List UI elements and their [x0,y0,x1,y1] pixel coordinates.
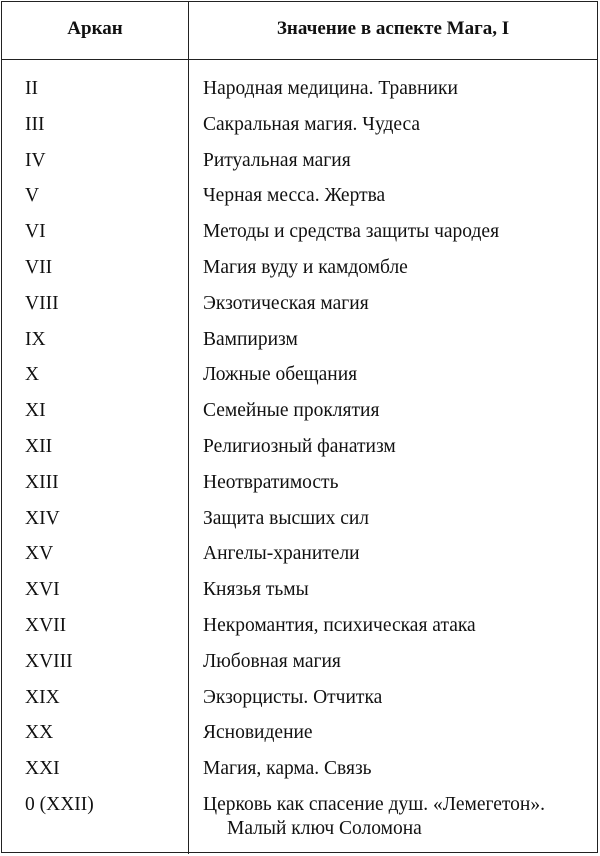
arcana-number: XIV [25,507,60,529]
table-row [2,435,597,471]
arcana-meaning: Ритуальная магия [203,149,351,171]
arcana-number: XIX [25,686,60,708]
arcana-meaning: Экзотическая магия [203,292,369,314]
table-header [2,2,597,60]
arcana-number: III [25,113,45,135]
arcana-number: V [25,185,40,207]
arcana-meaning: Народная медицина. Травники [203,78,458,99]
arcana-number: XIII [25,471,59,493]
arcana-meaning: Неотвратимость [203,471,339,493]
arcana-number: VIII [25,292,59,314]
arcana-meaning: Ясновидение [203,722,313,744]
table-body [2,77,597,839]
arcana-table [1,1,598,853]
arcana-number: VII [25,256,53,278]
table-row [2,542,597,578]
arcana-number: XVIII [25,650,73,672]
table-row [2,578,597,614]
table-row [2,184,597,220]
arcana-meaning: Ложные обещания [203,364,358,386]
arcana-number: XV [25,543,54,565]
table-row [2,328,597,364]
table-row [2,256,597,292]
arcana-number: XXI [25,758,60,780]
arcana-number: IX [25,328,46,350]
table-row [2,686,597,722]
arcana-meaning: Ангелы-хранители [203,543,360,565]
table-row [2,614,597,650]
arcana-meaning: Магия вуду и камдомбле [203,256,408,278]
arcana-meaning-line2: Малый ключ Соломона [227,817,422,839]
arcana-meaning-line1: Церковь как спасение душ. «Лемегетон». [203,793,545,815]
arcana-number: XI [25,400,46,422]
table-row [2,507,597,543]
table-row [2,149,597,185]
header-meaning: Значение в аспекте Мага, I [276,18,510,39]
arcana-number: II [25,78,38,99]
arcana-meaning: Семейные проклятия [203,400,380,422]
arcana-number: VI [25,221,46,243]
table-row [2,793,597,839]
arcana-number: XII [25,435,53,457]
arcana-meaning: Вампиризм [203,328,298,350]
arcana-number: XVII [25,614,67,636]
table-row [2,650,597,686]
table-row [2,77,597,113]
arcana-meaning: Некромантия, психическая атака [203,614,476,636]
table-row [2,363,597,399]
arcana-meaning [203,793,593,841]
table-row [2,399,597,435]
table-row [2,113,597,149]
table-row [2,721,597,757]
arcana-number: XVI [25,579,60,601]
arcana-meaning: Князья тьмы [203,579,309,601]
arcana-meaning: Черная месса. Жертва [203,185,386,207]
arcana-meaning: Религиозный фанатизм [203,435,396,457]
arcana-meaning: Экзорцисты. Отчитка [203,686,383,708]
table-row [2,757,597,793]
arcana-number: 0 (XXII) [25,793,94,815]
arcana-meaning: Любовная магия [203,650,341,672]
arcana-meaning: Магия, карма. Связь [203,758,372,780]
arcana-number: XX [25,722,54,744]
arcana-meaning: Сакральная магия. Чудеса [203,113,421,135]
header-arcana: Аркан [67,18,123,39]
arcana-number: X [25,364,40,386]
arcana-meaning: Защита высших сил [203,507,370,529]
table-row [2,292,597,328]
table-row [2,220,597,256]
arcana-meaning: Методы и средства защиты чародея [203,221,500,243]
table-row [2,471,597,507]
arcana-number: IV [25,149,46,171]
